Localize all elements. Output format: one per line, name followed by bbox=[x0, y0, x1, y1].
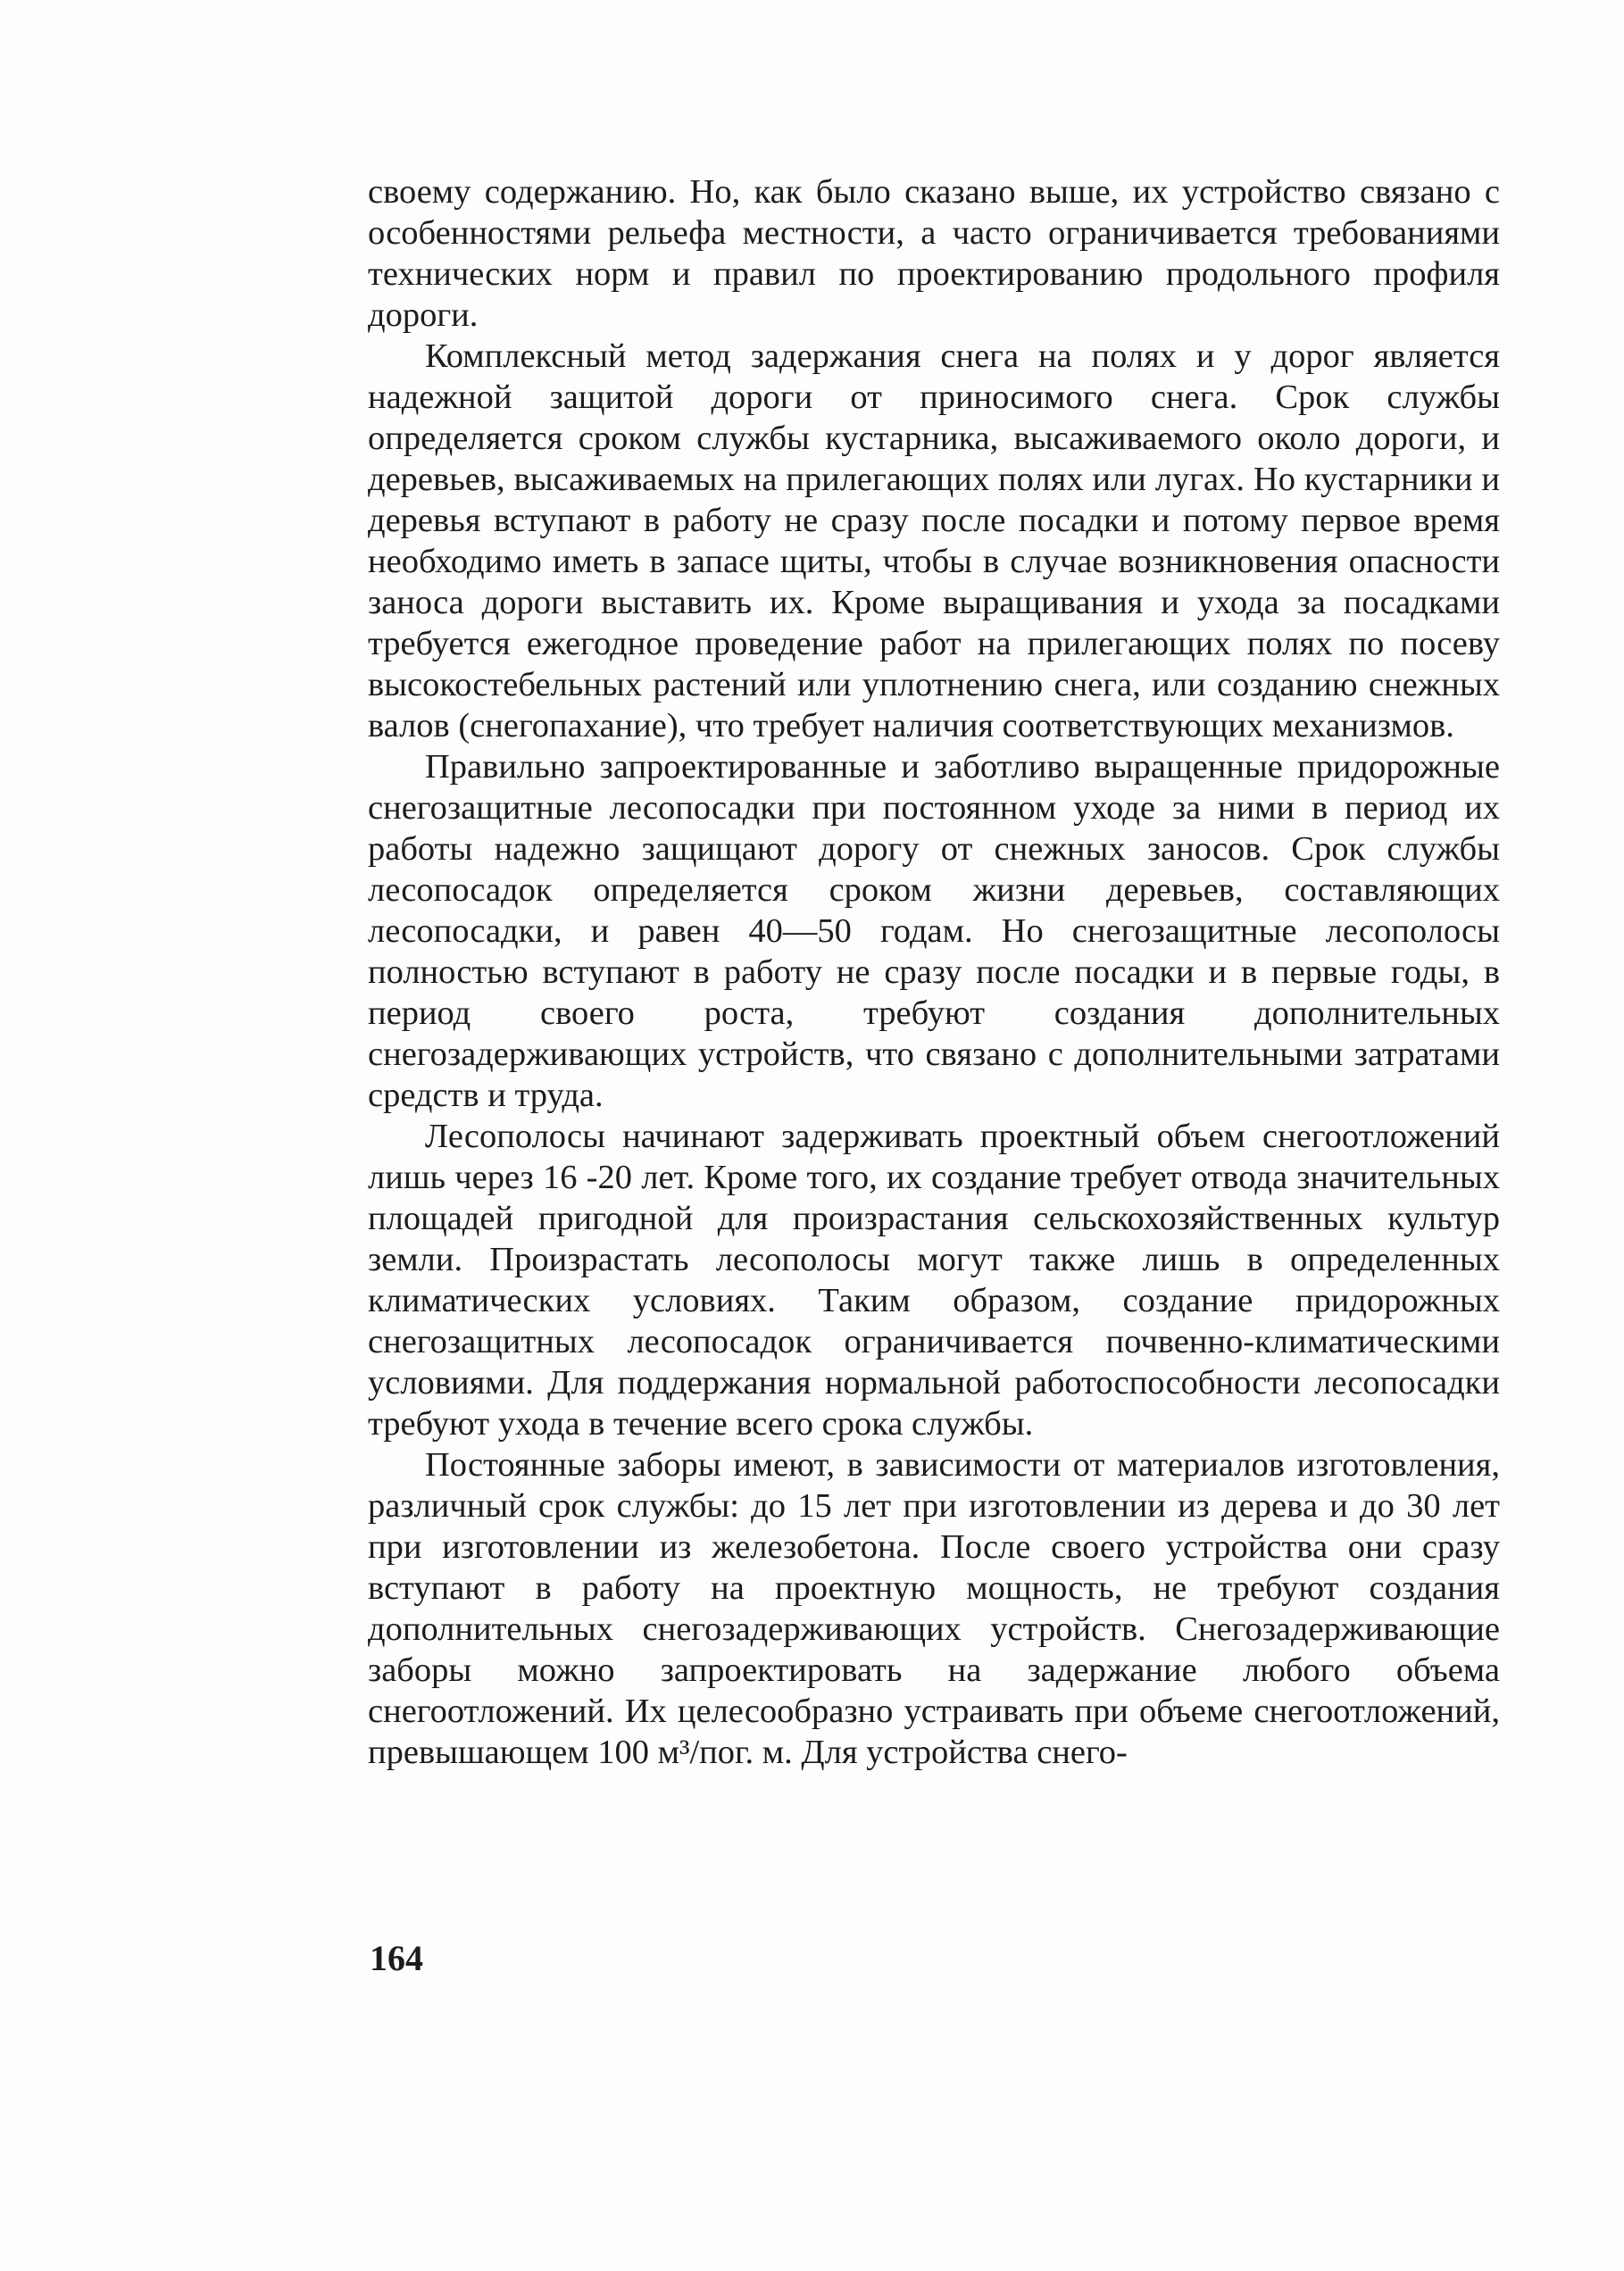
paragraph: Правильно запроектированные и заботливо выращенные придорожные снегозащитные лесопосадки при постоянном уходе за ними в период их работы надежно защищают дорогу от снежных заносов. Срок службы лесопосадок определяется сроком жизни деревьев, составляющих лесопосадки, и равен 40—50 годам. Но снегозащитные лесополосы полностью вступают в работу не сразу после посадки и в первые годы, в период своего роста, требуют создания дополнительных снегозадерживающих устройств, что связано с дополнительными затратами средств и труда. bbox=[368, 748, 1500, 1114]
paragraph: Постоянные заборы имеют, в зависимости от материалов изготовления, различный срок службы: до 15 лет при изготовлении из дерева и до 30 лет при изготовлении из железобетона. После своего устройства они сразу вступают в работу на проектную мощность, не требуют создания дополнительных снегозадерживающих устройств. Снегозадерживающие заборы можно запроектировать на задержание любого объема снегоотложений. Их целесообразно устраивать при объеме снегоотложений, превышающем 100 м³/пог. м. Для устройства снего- bbox=[368, 1446, 1500, 1771]
paragraph: Комплексный метод задержания снега на полях и у дорог является надежной защитой дороги от приносимого снега. Срок службы определяется сроком службы кустарника, высаживаемого около дороги, и деревьев, высаживаемых на прилегающих полях или лугах. Но кустарники и деревья вступают в работу не сразу после посадки и потому первое время необходимо иметь в запасе щиты, чтобы в случае возникновения опасности заноса дороги выставить их. Кроме выращивания и ухода за посадками требуется ежегодное проведение работ на прилегающих полях по посеву высокостебельных растений или уплотнению снега, или созданию снежных валов (снегопахание), что требует наличия соответствующих механизмов. bbox=[368, 337, 1500, 745]
page-number: 164 bbox=[370, 1938, 423, 1978]
paragraph: Лесополосы начинают задерживать проектный объем снегоотложений лишь через 16 -20 лет. Кроме того, их создание требует отвода значительных площадей пригодной для произрастания сельскохозяйственных культур земли. Произрастать лесополосы могут также лишь в определенных климатических условиях. Таким образом, создание придорожных снегозащитных лесопосадок ограничивается почвенно-климатическими условиями. Для поддержания нормальной работоспособности лесопосадки требуют ухода в течение всего срока службы. bbox=[368, 1118, 1500, 1443]
paragraph: своему содержанию. Но, как было сказано выше, их устройство связано с особенностями рельефа местности, а часто ограничивается требованиями технических норм и правил по проектированию продольного профиля дороги. bbox=[368, 173, 1500, 334]
body-text bbox=[368, 171, 1500, 1773]
